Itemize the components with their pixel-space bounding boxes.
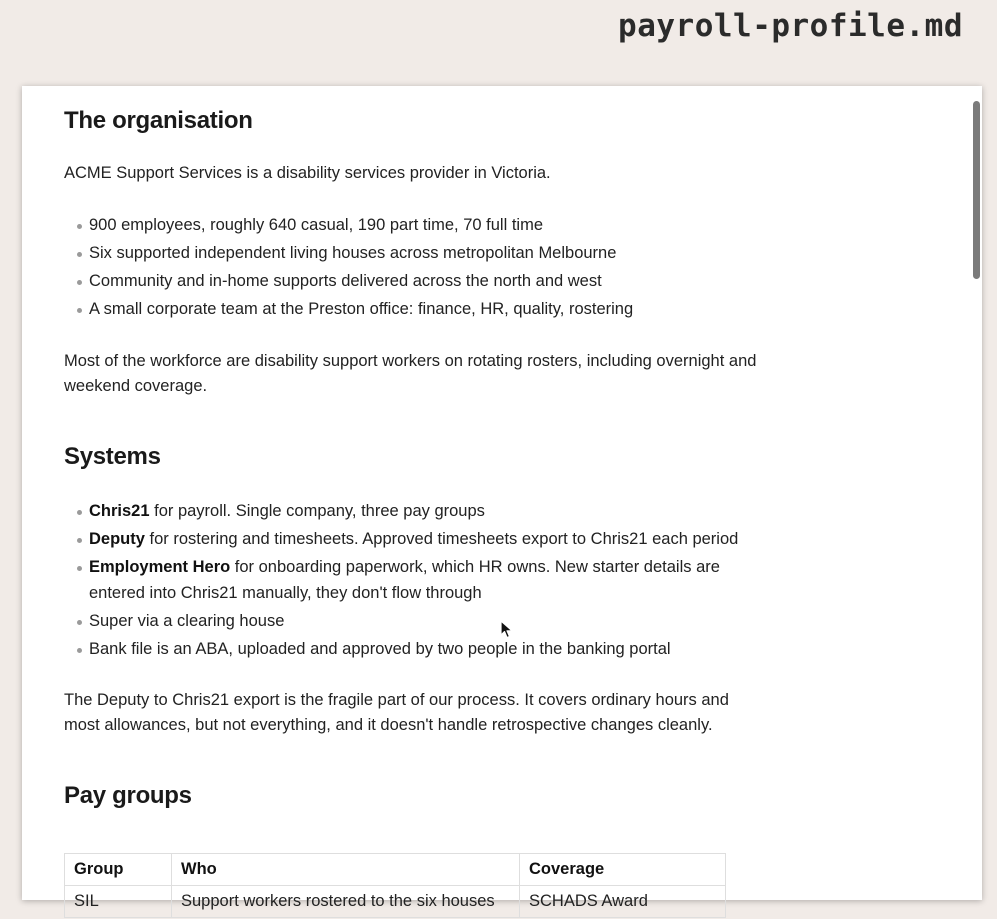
table-cell: SCHADS Award (520, 886, 726, 918)
list-item: 900 employees, roughly 640 casual, 190 part time, 70 full time (64, 213, 824, 239)
column-header: Who (172, 854, 520, 886)
list-item: Community and in-home supports delivered across the north and west (64, 269, 824, 295)
pay-groups-table (64, 853, 726, 918)
list-item (64, 609, 824, 635)
system-name: Employment Hero (89, 558, 231, 576)
list-item (64, 555, 824, 606)
list-item: A small corporate team at the Preston office: finance, HR, quality, rostering (64, 297, 824, 323)
column-header: Coverage (520, 854, 726, 886)
section-heading-organisation: The organisation (64, 107, 253, 134)
systems-outro-line: most allowances, but not everything, and it doesn't handle retrospective changes cleanly. (64, 716, 713, 734)
organisation-outro (64, 349, 824, 399)
table-row (65, 886, 726, 918)
organisation-outro-line: weekend coverage. (64, 377, 208, 395)
system-description-continued: entered into Chris21 manually, they don't flow through (89, 583, 482, 602)
organisation-intro: ACME Support Services is a disability services provider in Victoria. (64, 164, 551, 182)
system-description: for payroll. Single company, three pay groups (149, 502, 485, 520)
document-filename: payroll-profile.md (618, 8, 963, 44)
list-item (64, 499, 824, 525)
organisation-outro-line: Most of the workforce are disability support workers on rotating rosters, including overnight and (64, 352, 757, 370)
system-description: Super via a clearing house (89, 611, 285, 630)
table-cell: Support workers rostered to the six houses (172, 886, 520, 918)
table-cell: SIL (65, 886, 172, 918)
systems-outro (64, 688, 824, 738)
system-description: for rostering and timesheets. Approved timesheets export to Chris21 each period (144, 530, 739, 548)
list-item (64, 637, 824, 663)
section-heading-systems: Systems (64, 443, 161, 470)
table-header-row (65, 854, 726, 886)
list-item (64, 527, 824, 553)
systems-outro-line: The Deputy to Chris21 export is the fragile part of our process. It covers ordinary hours and (64, 691, 729, 709)
systems-bullet-list (64, 499, 824, 665)
organisation-bullet-list (64, 213, 824, 325)
list-item: Six supported independent living houses across metropolitan Melbourne (64, 241, 824, 267)
document-viewer[interactable] (22, 86, 982, 910)
system-description: for onboarding paperwork, which HR owns. New starter details are (230, 558, 720, 576)
system-description: Bank file is an ABA, uploaded and approved by two people in the banking portal (89, 639, 671, 658)
section-heading-pay-groups: Pay groups (64, 782, 192, 809)
column-header: Group (65, 854, 172, 886)
system-name: Chris21 (89, 502, 150, 520)
system-name: Deputy (89, 530, 145, 548)
scrollbar-thumb[interactable] (973, 101, 980, 279)
mouse-pointer-icon (500, 620, 514, 640)
